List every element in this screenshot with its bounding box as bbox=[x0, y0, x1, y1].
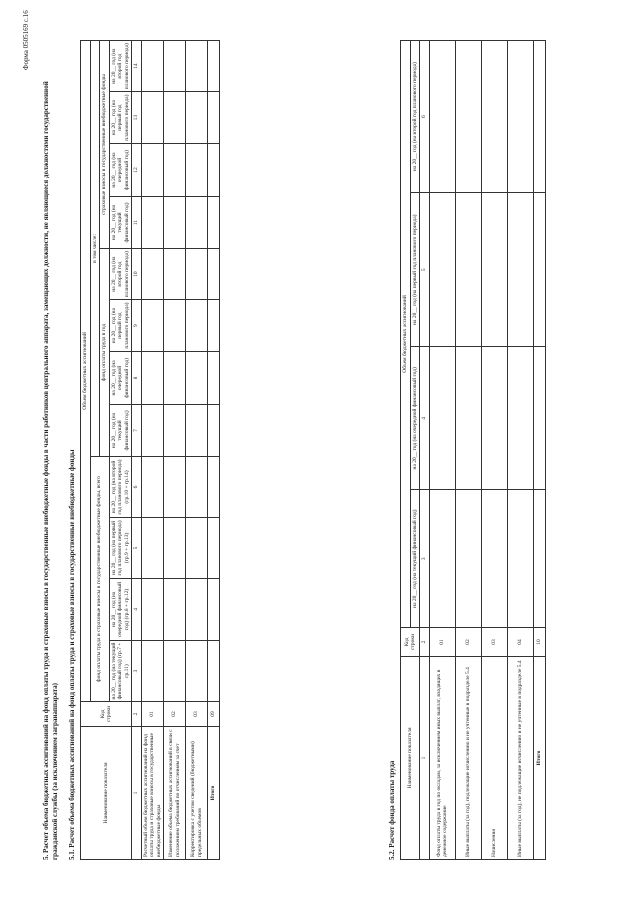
form-code: Форма 0505169 с.16 bbox=[22, 10, 30, 70]
t2-row-code: 03 bbox=[481, 628, 507, 657]
t1-col-code: Код строки bbox=[81, 702, 132, 727]
t1-year-total-1: на 20__ год (на текущий финансовый год) (гр.7 + гр.11) bbox=[109, 641, 132, 702]
section-5-1-title: 5.1. Расчет объема бюджетных ассигнований на фонд оплаты труда и страховые взносы в государственные внебюджетные фонды bbox=[68, 449, 76, 860]
t1-total-cell bbox=[208, 641, 220, 702]
t2-cell bbox=[481, 347, 507, 490]
table-5-2 bbox=[400, 40, 546, 860]
t1-total-cell bbox=[208, 143, 220, 196]
table-row bbox=[455, 41, 481, 860]
t1-total-cell bbox=[208, 197, 220, 249]
t2-cell bbox=[429, 347, 455, 490]
t1-total-cell bbox=[208, 518, 220, 579]
t1-colnum-9: 9 bbox=[132, 300, 142, 352]
t1-cell bbox=[141, 143, 164, 196]
t1-year-sv-2: на 20__ год (на очередной финансовый год) bbox=[109, 143, 132, 196]
t2-cell bbox=[429, 41, 455, 193]
t1-total-cell bbox=[208, 41, 220, 92]
t1-year-fot-3: на 20__ год (на первый год планового периода) bbox=[109, 300, 132, 352]
t1-colnum-8: 8 bbox=[132, 351, 142, 404]
t1-cell bbox=[186, 41, 208, 92]
t1-colnum-7: 7 bbox=[132, 404, 142, 456]
t2-row-name: Фонд оплаты труда в год по окладам, за исключением иных выплат, входящих в денежное содержание bbox=[429, 657, 455, 860]
t2-row-name: Иные выплаты (за год), подлежащие исчислению и не учтенные в подразделе 5.4 bbox=[455, 657, 481, 860]
t2-cell bbox=[455, 490, 481, 628]
t1-cell bbox=[164, 404, 186, 456]
t1-cell bbox=[186, 456, 208, 517]
t2-year-4: на 20__ год (на второй год планового периода) bbox=[410, 41, 420, 193]
t1-cell bbox=[186, 143, 208, 196]
t1-colnum-6: 6 bbox=[132, 456, 142, 517]
t1-total-label: Итого bbox=[208, 727, 220, 860]
t2-cell bbox=[455, 193, 481, 347]
t1-cell bbox=[141, 300, 164, 352]
t1-total-cell bbox=[208, 92, 220, 144]
t2-cell bbox=[507, 41, 533, 193]
t1-year-total-4: на 20__ год (на второй год планового периода) (гр.10 + гр.14) bbox=[109, 456, 132, 517]
t2-colnum-4: 4 bbox=[420, 347, 430, 490]
t2-colnum-2: 2 bbox=[420, 628, 430, 657]
t1-colnum-14: 14 bbox=[132, 41, 142, 92]
t2-col-group: Объем бюджетных ассигнований bbox=[401, 41, 411, 628]
t1-cell bbox=[186, 351, 208, 404]
t1-total-cell bbox=[208, 249, 220, 300]
t1-cell bbox=[164, 351, 186, 404]
t2-cell bbox=[507, 193, 533, 347]
t1-year-sv-4: на 20__ год (на второй год планового периода) bbox=[109, 41, 132, 92]
t1-col-incl: в том числе: bbox=[90, 41, 100, 457]
t1-col-group: Объем бюджетных ассигнований bbox=[81, 41, 91, 702]
section-5-2-title: 5.2. Расчет фонда оплаты труда bbox=[388, 760, 396, 860]
t2-cell bbox=[429, 193, 455, 347]
t2-row-code: 02 bbox=[455, 628, 481, 657]
t2-cell bbox=[481, 490, 507, 628]
table-row bbox=[186, 41, 208, 860]
t1-cell bbox=[186, 518, 208, 579]
t1-cell bbox=[164, 300, 186, 352]
table-row bbox=[481, 41, 507, 860]
t1-row-code: 01 bbox=[141, 702, 164, 727]
t2-cell bbox=[481, 41, 507, 193]
t1-col-name: Наименование показателя bbox=[81, 727, 132, 860]
t1-cell bbox=[164, 456, 186, 517]
t1-cell bbox=[186, 249, 208, 300]
t1-year-total-2: на 20__ год (на очередной финансовый год) (гр.8 + гр.12) bbox=[109, 578, 132, 640]
t1-total-cell bbox=[208, 351, 220, 404]
t2-number-row bbox=[420, 41, 430, 860]
t2-cell bbox=[455, 347, 481, 490]
t1-cell bbox=[186, 92, 208, 144]
t1-cell bbox=[164, 518, 186, 579]
t2-total-cell bbox=[533, 490, 545, 628]
t1-col-fot-sv: фонд оплаты труда и страховые взносы в государственные внебюджетные фонды, всего bbox=[90, 456, 109, 701]
t2-cell bbox=[455, 41, 481, 193]
t2-cell bbox=[507, 347, 533, 490]
t1-cell bbox=[186, 578, 208, 640]
t1-cell bbox=[164, 41, 186, 92]
t1-colnum-5: 5 bbox=[132, 518, 142, 579]
t1-col-fot: фонд оплаты труда в год bbox=[100, 249, 110, 457]
table-5-1 bbox=[80, 40, 220, 860]
t1-colnum-12: 12 bbox=[132, 143, 142, 196]
t2-total-cell bbox=[533, 193, 545, 347]
t1-year-sv-3: на 20__ год (на первый год планового периода) bbox=[109, 92, 132, 144]
t2-total-code: 10 bbox=[533, 628, 545, 657]
t2-row-code: 04 bbox=[507, 628, 533, 657]
t1-cell bbox=[141, 351, 164, 404]
t1-cell bbox=[141, 197, 164, 249]
table-row bbox=[141, 41, 164, 860]
t2-cell bbox=[429, 490, 455, 628]
t2-col-code: Код строки bbox=[401, 628, 420, 657]
table-row bbox=[164, 41, 186, 860]
t1-total-row bbox=[208, 41, 220, 860]
t1-colnum-3: 3 bbox=[132, 641, 142, 702]
t1-number-row bbox=[132, 41, 142, 860]
t1-cell bbox=[141, 92, 164, 144]
t1-cell bbox=[141, 518, 164, 579]
t1-total-cell bbox=[208, 578, 220, 640]
t1-total-code: 09 bbox=[208, 702, 220, 727]
t1-year-sv-1: на 20__ год (на текущий финансовый год) bbox=[109, 197, 132, 249]
t1-cell bbox=[141, 578, 164, 640]
t1-total-cell bbox=[208, 456, 220, 517]
t1-colnum-4: 4 bbox=[132, 578, 142, 640]
t1-total-cell bbox=[208, 404, 220, 456]
t1-row-code: 02 bbox=[164, 702, 186, 727]
t2-colnum-1: 1 bbox=[420, 657, 430, 860]
t1-cell bbox=[164, 578, 186, 640]
t1-colnum-11: 11 bbox=[132, 197, 142, 249]
t1-cell bbox=[164, 249, 186, 300]
t1-cell bbox=[141, 404, 164, 456]
t2-colnum-6: 6 bbox=[420, 41, 430, 193]
t1-cell bbox=[164, 197, 186, 249]
t2-total-label: Итого bbox=[533, 657, 545, 860]
t2-colnum-5: 5 bbox=[420, 193, 430, 347]
t1-total-cell bbox=[208, 300, 220, 352]
t1-cell bbox=[186, 404, 208, 456]
t2-colnum-3: 3 bbox=[420, 490, 430, 628]
t1-cell bbox=[164, 143, 186, 196]
t1-row-name: Расчетный объем бюджетных ассигнований на фонд оплаты труда и страховые взносы в государственные внебюджетные фонды bbox=[141, 727, 164, 860]
t1-year-fot-1: на 20__ год (на текущий финансовый год) bbox=[109, 404, 132, 456]
t1-col-sv: страховые взносы в государственные внебюджетные фонды bbox=[100, 41, 110, 249]
t1-cell bbox=[164, 92, 186, 144]
t1-cell bbox=[141, 249, 164, 300]
t2-year-2: на 20__ год (на очередной финансовый год) bbox=[410, 347, 420, 490]
t1-year-fot-4: на 20__ год (на второй год планового периода) bbox=[109, 249, 132, 300]
t1-row-name: Корректировка с учетом сведений (бюджетными) предельных объемов bbox=[186, 727, 208, 860]
t2-row-name: Начисления bbox=[481, 657, 507, 860]
t1-cell bbox=[141, 41, 164, 92]
t1-cell bbox=[141, 456, 164, 517]
t1-colnum-13: 13 bbox=[132, 92, 142, 144]
section-5-title: 5. Расчет объема бюджетных ассигнований на фонд оплаты труда и страховые взносы в государственные внебюджетные фонды в части работников центрального аппарата, замещающих должности, не являющиеся должностями государственной гражданской службы (за исключением загранаппарата) bbox=[42, 81, 59, 860]
t2-year-3: на 20__ год (на первый год планового периода) bbox=[410, 193, 420, 347]
t2-row-name: Иные выплаты (за год), не подлежащие исчислению и не учтенные в подразделе 5.4 bbox=[507, 657, 533, 860]
rotated-form-sheet bbox=[20, 0, 620, 860]
t2-year-1: на 20__ год (на текущий финансовый год) bbox=[410, 490, 420, 628]
t2-cell bbox=[481, 193, 507, 347]
t1-cell bbox=[186, 300, 208, 352]
table-row bbox=[429, 41, 455, 860]
t1-row-code: 03 bbox=[186, 702, 208, 727]
t2-cell bbox=[507, 490, 533, 628]
t1-cell bbox=[186, 197, 208, 249]
t1-cell bbox=[141, 641, 164, 702]
t1-year-fot-2: на 20__ год (на очередной финансовый год) bbox=[109, 351, 132, 404]
t2-row-code: 01 bbox=[429, 628, 455, 657]
t1-year-total-3: на 20__ год (на первый год планового периода) (гр.9 + гр.13) bbox=[109, 518, 132, 579]
t1-colnum-10: 10 bbox=[132, 249, 142, 300]
t1-colnum-2: 2 bbox=[132, 702, 142, 727]
t1-cell bbox=[164, 641, 186, 702]
t1-cell bbox=[186, 641, 208, 702]
t2-total-cell bbox=[533, 41, 545, 193]
t2-total-row bbox=[533, 41, 545, 860]
t1-row-name: Изменение объема бюджетных ассигнований в связи с положением требований по отчислениям за счет bbox=[164, 727, 186, 860]
t2-col-name: Наименование показателя bbox=[401, 657, 420, 860]
t1-colnum-1: 1 bbox=[132, 727, 142, 860]
table-row bbox=[507, 41, 533, 860]
t2-total-cell bbox=[533, 347, 545, 490]
